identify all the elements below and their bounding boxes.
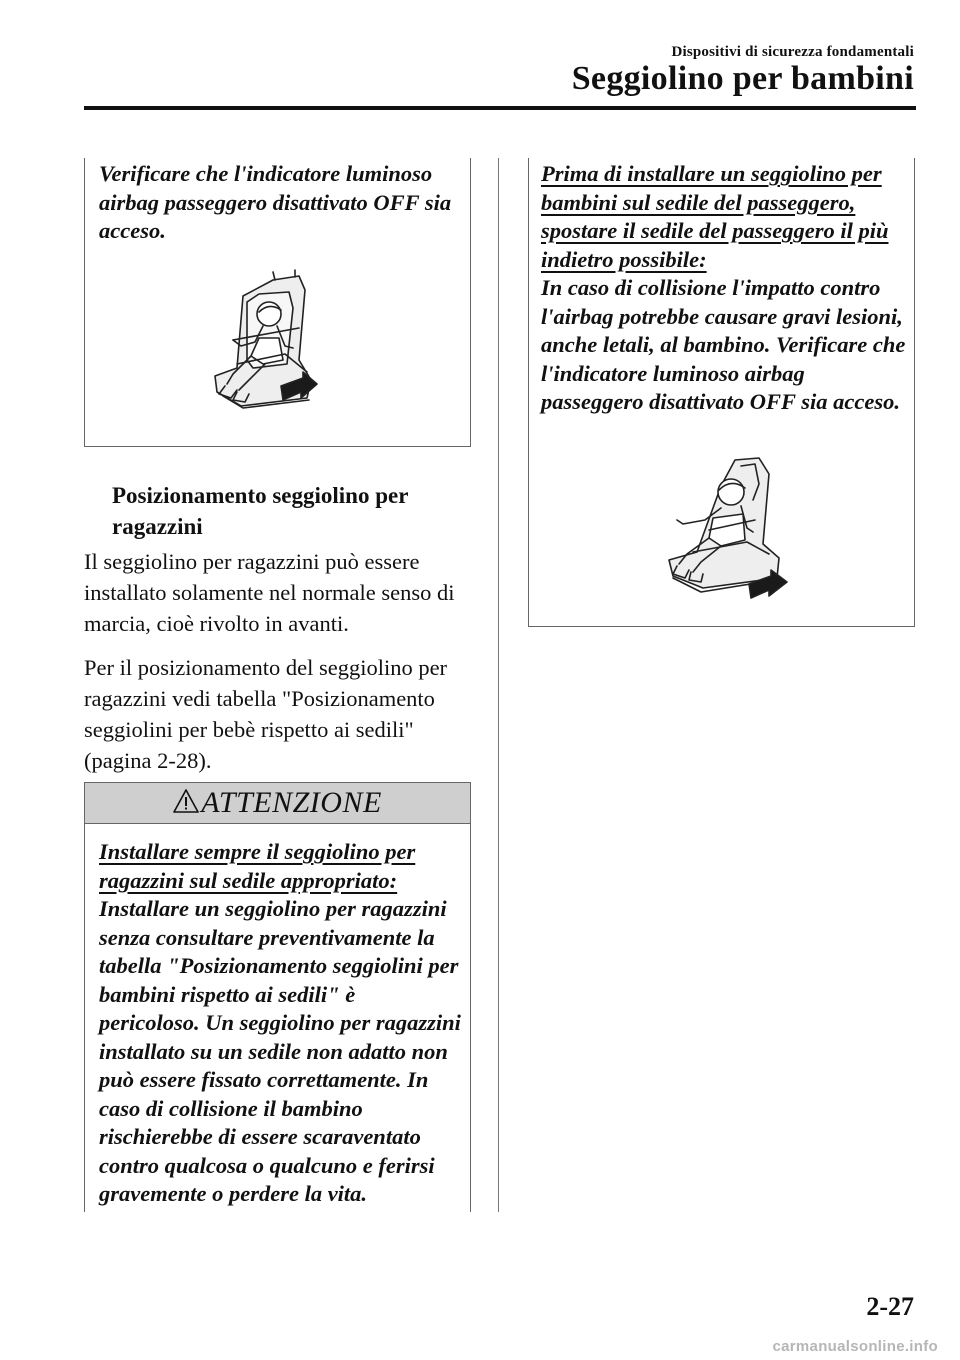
paragraph-2: Per il posizionamento del seggiolino per ragazzini vedi tabella "Posizionamento seggiolini per bebè rispetto ai sedili" (pagina 2-28). [84,655,448,773]
subsection-title-line2: ragazzini [112,514,203,539]
header-section: Dispositivi di sicurezza fondamentali [671,44,914,60]
page-title: Seggiolino per bambini [571,60,914,97]
warning-heading: Installare sempre il seggiolino per ragazzini sul sedile appropriato: [99,839,416,893]
warning-label-wrap [85,786,470,820]
paragraph-1: Il seggiolino per ragazzini può essere installato solamente nel normale senso di marcia, cioè rivolto in avanti. [84,549,455,636]
column-divider [498,158,499,1212]
right-note-body: In caso di collisione l'impatto contro l'airbag potrebbe causare gravi lesioni, anche letali, al bambino. Verificare che l'indicatore luminoso airbag passeggero disattivato OFF sia acceso. [541,275,906,414]
warning-box [84,782,471,1212]
right-note-box [528,158,915,627]
page-number: 2-27 [866,1292,914,1321]
right-note-text [541,160,906,417]
warning-body: Installare un seggiolino per ragazzini senza consultare preventivamente la tabella "Posizionamento seggiolini per bambini rispetto ai sedili" è pericoloso. Un seggiolino per ragazzini installato su un sedile non adatto non può essere fissato correttamente. In caso di collisione il bambino rischierebbe di essere scaraventato contro qualcosa o qualcuno e ferirsi gravemente o perdere la vita. [99,896,461,1206]
warning-triangle-icon [173,788,199,814]
warning-text [99,838,461,1209]
subsection-title [112,480,408,542]
booster-seat-illustration [651,454,801,612]
warning-label: ATTENZIONE [201,786,382,819]
left-note-box [84,158,471,447]
child-seat-illustration [203,268,343,428]
right-note-heading: Prima di installare un seggiolino per bambini sul sedile del passeggero, spostare il sedile del passeggero il più indietro possibile: [541,161,889,272]
warning-header [85,782,470,824]
header-rule [84,106,916,110]
left-note-text: Verificare che l'indicatore luminoso airbag passeggero disattivato OFF sia acceso. [99,161,452,243]
footer-watermark-link[interactable]: carmanualsonline.info [772,1338,938,1355]
subsection-title-line1: Posizionamento seggiolino per [112,483,409,508]
